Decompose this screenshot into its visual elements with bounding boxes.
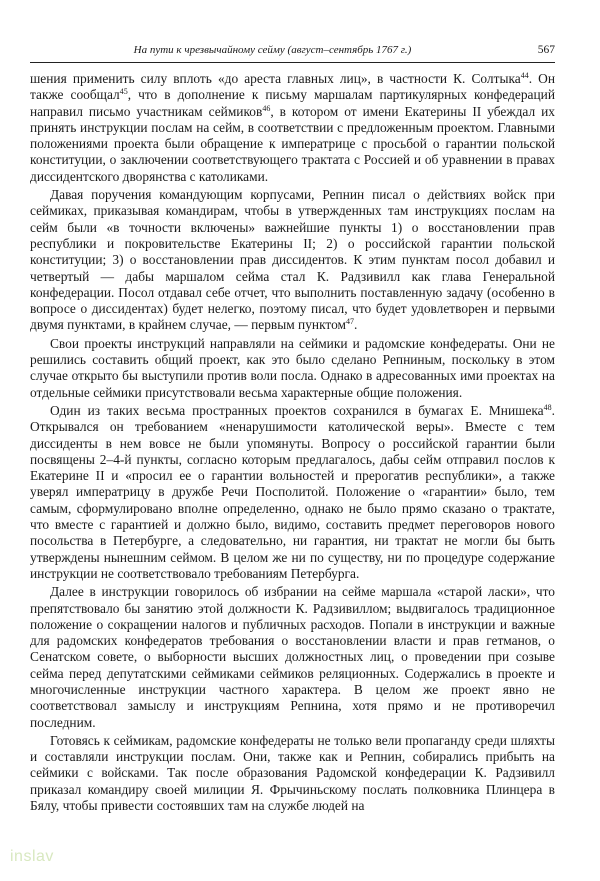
running-title: На пути к чрезвычайному сейму (август–сентябрь 1767 г.) [133, 44, 412, 56]
paragraph-text: . Он также сообщал [30, 71, 555, 103]
page-number: 567 [537, 44, 555, 56]
paragraph [30, 403, 555, 582]
footnote-marker: 46 [262, 103, 271, 113]
paragraph-text: Далее в инструкции говорилось об избрании на сейме маршала «старой ласки», что препятствовало бы занятию этой должности К. Радзивиллом; выдвигалось традиционное положение о сокращении налогов и публичных расходов. Попали в инструкции и важные для радомских конфедератов требования о восстановлении власти и прав гетманов, о Сенатском совете, о выборности высших должностных лиц, о проведении при созыве сейма перед депутатскими сеймиками сеймиков реляционных. Содержались в проекте и многочисленные инструкции частного характера. В целом же проект явно не соответствовал замыслу и инструкциям Репнина, хотя прямо и не противоречил последним. [30, 584, 555, 730]
body-text [30, 71, 555, 814]
footnote-marker: 47 [346, 317, 355, 327]
watermark: inslav [10, 848, 54, 865]
paragraph [30, 336, 555, 401]
footnote-marker: 48 [543, 402, 552, 412]
paragraph [30, 187, 555, 334]
paragraph [30, 733, 555, 814]
paragraph [30, 584, 555, 731]
paragraph-text: шения применить силу вплоть «до ареста главных лиц», в частности К. Солтыка [30, 71, 521, 86]
paragraph-text: , что в дополнение к письму маршалам партикулярных конфедераций направил письмо участникам сеймиков [30, 87, 555, 119]
running-head [30, 40, 555, 63]
paragraph-text: Один из таких весьма пространных проектов сохранился в бумагах Е. Мнишека [50, 402, 544, 418]
paragraph-text: . Открывался он требованием «ненарушимости католической веры». Вместе с тем диссиденты в нем вовсе не были упомянуты. Вопросу о российской гарантии были посвящены 2–4-й пункты, согласно которым предлагалось, дабы сейм отправил послов к Екатерине II и «просил ее о гарантии вольностей и прерогатив республики», а также уверял императрицу в дружбе Речи Посполитой. Положение о «гарантии» было, тем самым, сформулировано вполне определенно, однако не было прямо сказано о трактате, что вместе с гарантией и должно было, видимо, составить предмет переговоров нового посольства в Петербурге, а следовательно, ни гарантия, ни трактат не могли бы быть утверждены нынешним сеймом. В целом же ни по существу, ни по процедуре содержание инструкции не соответствовало требованиям Петербурга. [30, 402, 555, 581]
footnote-marker: 44 [520, 71, 529, 80]
paragraph-text: Готовясь к сеймикам, радомские конфедераты не только вели пропаганду среди шляхты и составляли инструкции послам. Они, также как и Репнин, собирались прибыть на сеймики с войсками. Так после образования Радомской конфедерации К. Радзивилл приказал командиру своей милиции Я. Фрычиньскому послать полковника Плинцера в Бялу, чтобы привести состоявших там на службе людей на [30, 732, 555, 814]
paragraph [30, 71, 555, 185]
paragraph-text: , в котором от имени Екатерины II убеждал их принять инструкции послам на сейм, в соответствии с предложенным проектом. Главными положениями проекта были обращение к императрице с просьбой о гарантии польской конституции, о заключении соответствующего трактата с Россией и об уравнении в правах диссидентского дворянства с католиками. [30, 103, 555, 184]
paragraph-text: . [354, 317, 358, 333]
document-page [30, 40, 555, 814]
footnote-marker: 45 [119, 87, 128, 97]
paragraph-text: Свои проекты инструкций направляли на сеймики и радомские конфедераты. Они не решились составить общий проект, как это было сделано Репниным, поскольку в этом случае открыто бы выступили против воли посла. Однако в адресованных ими проектах на отдельные сеймики присутствовали весьма характерные общие положения. [30, 335, 555, 400]
paragraph-text: Давая поручения командующим корпусами, Репнин писал о действиях войск при сеймиках, приказывая командирам, чтобы в утвержденных там инструкциях послам на сейм были «в точности включены» важнейшие пункты 1) о восстановлении прав республики и покровительстве Екатерины II; 2) о российской гарантии польской конституции; 3) о восстановлении прав диссидентов. К этим пунктам посол добавил и четвертый — дабы маршалом сейма стал К. Радзивилл как глава Генеральной конфедерации. Посол отдавал себе отчет, что выполнить поставленную задачу (особенно в вопросе о диссидентах) будет нелегко, поэтому писал, что будет удовлетворен и первыми двумя пунктами, в крайнем случае, — первым пунктом [30, 187, 555, 333]
